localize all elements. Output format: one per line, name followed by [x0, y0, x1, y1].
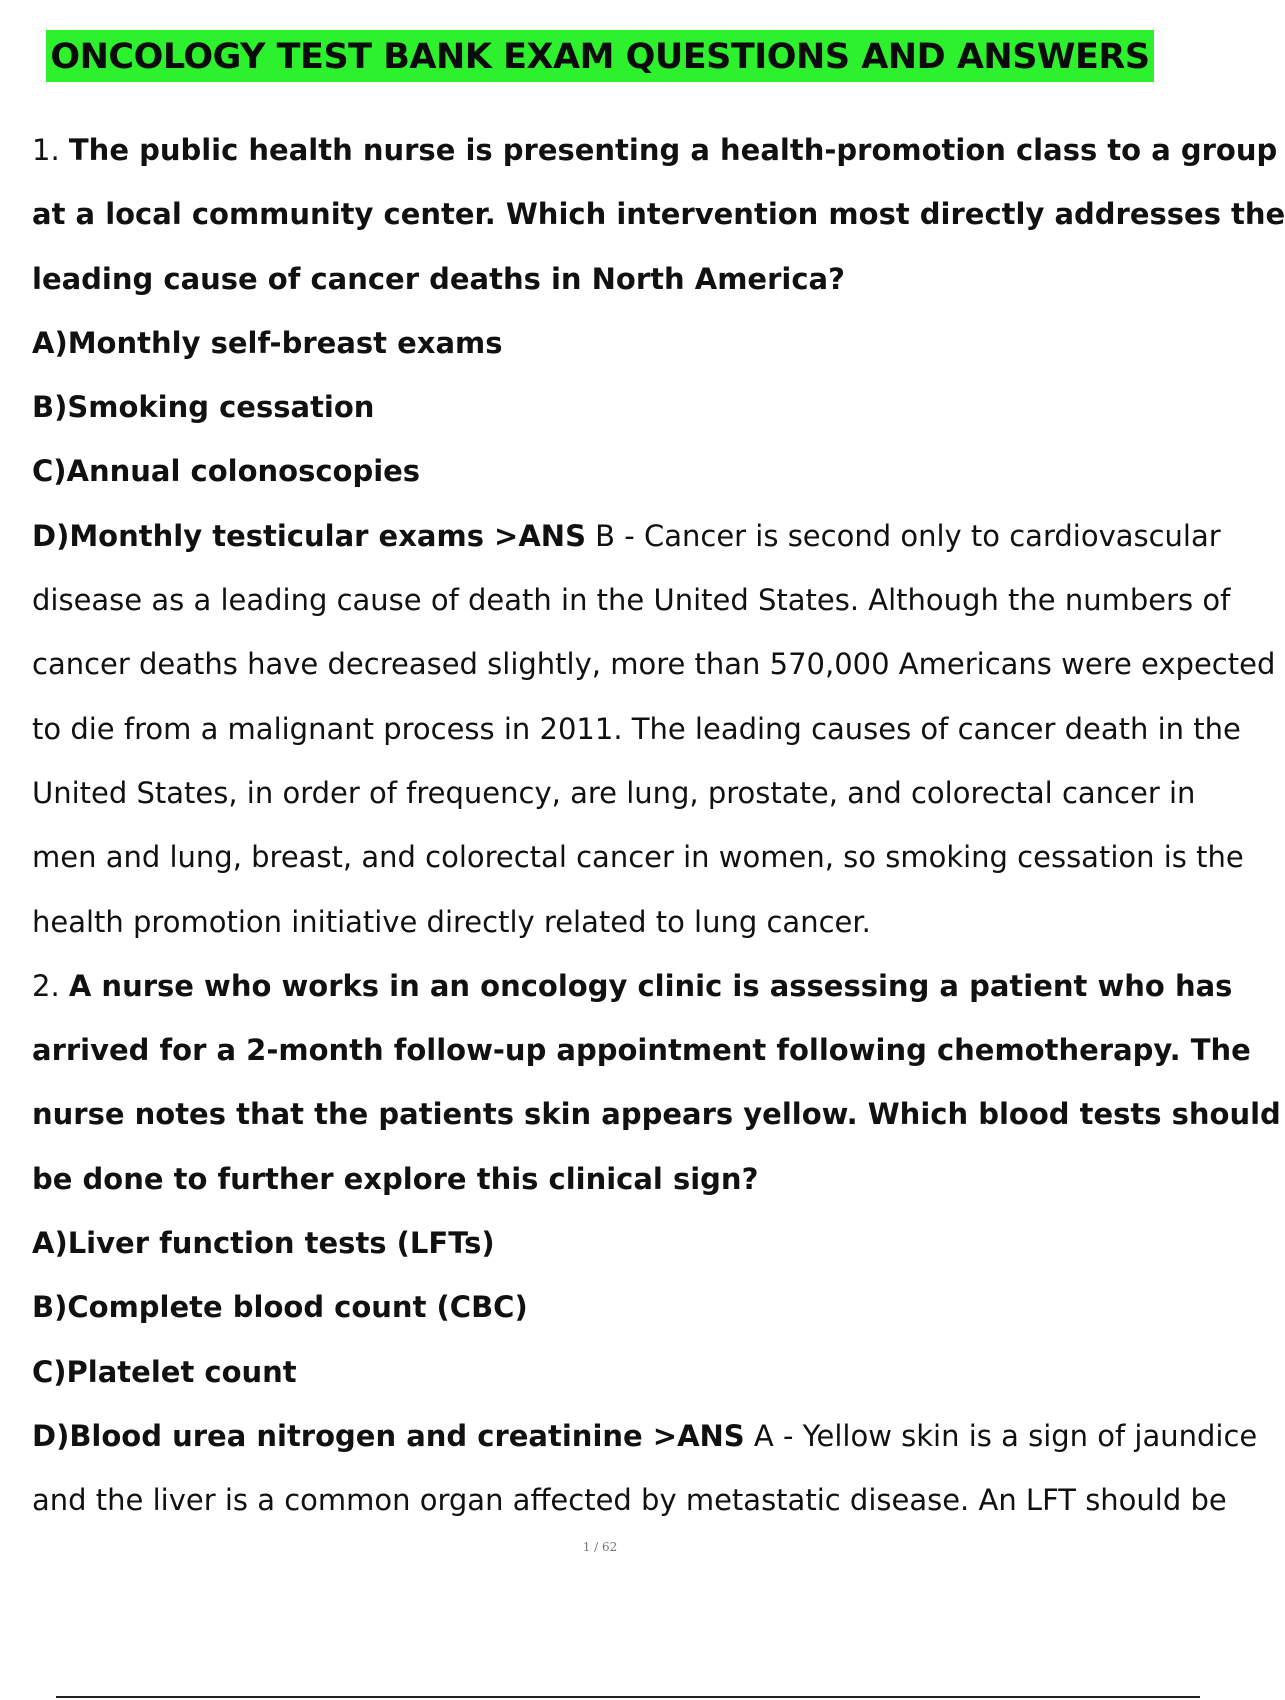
document-body: [32, 118, 1285, 1533]
q1-option-c: C)Annual colonoscopies: [32, 454, 421, 489]
q2-line-1: [32, 954, 1233, 1018]
q2-question-text: A nurse who works in an oncology clinic is assessing a patient who has: [68, 968, 1233, 1003]
q1-option-d: D)Monthly testicular exams >ANS: [32, 518, 586, 553]
q1-line-2: at a local community center. Which intervention most directly addresses the: [32, 197, 1285, 232]
q1-question-text: The public health nurse is presenting a health-promotion class to a group: [68, 133, 1278, 167]
page-number: 1 / 62: [582, 1540, 618, 1554]
bottom-divider: [56, 1696, 1200, 1698]
q1-rationale-6: men and lung, breast, and colorectal cancer in women, so smoking cessation is the: [32, 840, 1244, 875]
q2-rationale-2: and the liver is a common organ affected by metastatic disease. An LFT should be: [32, 1483, 1227, 1518]
q1-option-b: B)Smoking cessation: [32, 390, 375, 425]
q2-number: 2.: [32, 968, 60, 1003]
q2-line-3: nurse notes that the patients skin appears yellow. Which blood tests should: [32, 1097, 1281, 1132]
q2-option-a: A)Liver function tests (LFTs): [32, 1226, 495, 1261]
q1-rationale-7: health promotion initiative directly related to lung cancer.: [32, 904, 871, 939]
q1-rationale-2: disease as a leading cause of death in the United States. Although the numbers of: [32, 583, 1231, 618]
q2-option-c: C)Platelet count: [32, 1354, 297, 1389]
q1-line-1: [32, 118, 1278, 182]
q1-line-3: leading cause of cancer deaths in North America?: [32, 261, 845, 296]
q1-option-a: A)Monthly self-breast exams: [32, 325, 503, 360]
q1-option-d-line: [32, 504, 1221, 568]
title-container: [0, 30, 1200, 82]
document-title: ONCOLOGY TEST BANK EXAM QUESTIONS AND ANSWERS: [46, 30, 1153, 82]
q2-answer-start: A - Yellow skin is a sign of jaundice: [744, 1418, 1258, 1453]
q1-answer-start: B - Cancer is second only to cardiovascular: [585, 518, 1221, 553]
q2-line-2: arrived for a 2-month follow-up appointment following chemotherapy. The: [32, 1033, 1251, 1068]
q2-line-4: be done to further explore this clinical sign?: [32, 1161, 759, 1196]
q1-rationale-5: United States, in order of frequency, are lung, prostate, and colorectal cancer in: [32, 775, 1196, 810]
q1-rationale-3: cancer deaths have decreased slightly, more than 570,000 Americans were expected: [32, 647, 1276, 682]
q1-rationale-4: to die from a malignant process in 2011. The leading causes of cancer death in the: [32, 711, 1241, 746]
q2-option-d-line: [32, 1404, 1258, 1468]
q1-number: 1.: [32, 133, 60, 167]
q2-option-d: D)Blood urea nitrogen and creatinine >ANS: [32, 1418, 745, 1453]
q2-option-b: B)Complete blood count (CBC): [32, 1290, 528, 1325]
